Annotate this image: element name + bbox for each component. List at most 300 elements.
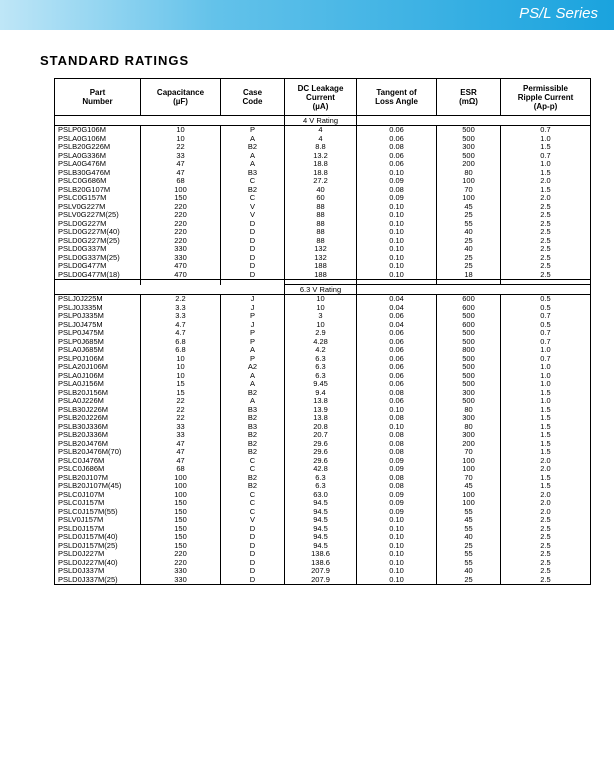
cell-tangent-loss: 0.09	[357, 457, 437, 466]
cell-dc-leakage: 13.8	[285, 397, 357, 406]
table-row	[55, 220, 591, 229]
cell-capacitance: 100	[141, 491, 221, 500]
cell-dc-leakage: 188	[285, 262, 357, 271]
cell-esr: 200	[437, 440, 501, 449]
cell-capacitance: 4.7	[141, 321, 221, 330]
cell-dc-leakage: 20.8	[285, 423, 357, 432]
cell-case-code: D	[221, 245, 285, 254]
cell-ripple-current: 2.0	[501, 194, 591, 203]
table-row	[55, 304, 591, 313]
table-row	[55, 533, 591, 542]
cell-ripple-current: 1.0	[501, 346, 591, 355]
column-header-tangent-loss: Tangent of Loss Angle	[357, 79, 437, 116]
cell-part-number: PSLD0J157M(25)	[55, 542, 141, 551]
cell-case-code: D	[221, 237, 285, 246]
table-row	[55, 542, 591, 551]
table-row	[55, 550, 591, 559]
cell-capacitance: 22	[141, 397, 221, 406]
cell-part-number: PSLC0J686M	[55, 465, 141, 474]
cell-tangent-loss: 0.08	[357, 448, 437, 457]
table-row	[55, 414, 591, 423]
cell-capacitance: 2.2	[141, 295, 221, 304]
cell-dc-leakage: 18.8	[285, 169, 357, 178]
cell-ripple-current: 2.5	[501, 245, 591, 254]
cell-capacitance: 330	[141, 576, 221, 585]
cell-capacitance: 150	[141, 533, 221, 542]
cell-part-number: PSLB20J476M	[55, 440, 141, 449]
cell-esr: 100	[437, 499, 501, 508]
cell-dc-leakage: 42.8	[285, 465, 357, 474]
cell-ripple-current: 0.7	[501, 338, 591, 347]
table-row	[55, 186, 591, 195]
cell-ripple-current: 0.5	[501, 321, 591, 330]
cell-part-number: PSLB20G107M	[55, 186, 141, 195]
cell-esr: 100	[437, 457, 501, 466]
cell-ripple-current: 2.5	[501, 254, 591, 263]
cell-dc-leakage: 10	[285, 304, 357, 313]
cell-case-code: V	[221, 211, 285, 220]
cell-ripple-current: 0.5	[501, 304, 591, 313]
table-row	[55, 245, 591, 254]
cell-case-code: C	[221, 491, 285, 500]
cell-ripple-current: 0.7	[501, 152, 591, 161]
cell-ripple-current: 2.5	[501, 271, 591, 280]
cell-esr: 500	[437, 152, 501, 161]
cell-esr: 70	[437, 186, 501, 195]
cell-dc-leakage: 94.5	[285, 533, 357, 542]
cell-ripple-current: 1.5	[501, 440, 591, 449]
cell-ripple-current: 0.7	[501, 329, 591, 338]
cell-ripple-current: 2.5	[501, 211, 591, 220]
cell-dc-leakage: 207.9	[285, 576, 357, 585]
column-header-case-code: Case Code	[221, 79, 285, 116]
cell-part-number: PSLD0G477M(18)	[55, 271, 141, 280]
cell-esr: 500	[437, 329, 501, 338]
cell-ripple-current: 1.0	[501, 380, 591, 389]
cell-case-code: C	[221, 499, 285, 508]
table-row	[55, 135, 591, 144]
cell-esr: 300	[437, 143, 501, 152]
cell-dc-leakage: 6.3	[285, 355, 357, 364]
cell-case-code: C	[221, 508, 285, 517]
cell-ripple-current: 1.5	[501, 431, 591, 440]
cell-dc-leakage: 88	[285, 228, 357, 237]
cell-esr: 40	[437, 228, 501, 237]
cell-ripple-current: 2.5	[501, 576, 591, 585]
cell-dc-leakage: 94.5	[285, 542, 357, 551]
table-header-row	[55, 79, 591, 116]
cell-esr: 55	[437, 550, 501, 559]
cell-capacitance: 10	[141, 372, 221, 381]
cell-ripple-current: 1.5	[501, 414, 591, 423]
cell-esr: 40	[437, 533, 501, 542]
cell-case-code: P	[221, 338, 285, 347]
cell-esr: 500	[437, 135, 501, 144]
cell-case-code: A	[221, 372, 285, 381]
cell-esr: 500	[437, 372, 501, 381]
table-row	[55, 576, 591, 585]
cell-case-code: C	[221, 465, 285, 474]
cell-tangent-loss: 0.06	[357, 126, 437, 135]
column-header-capacitance: Capacitance (µF)	[141, 79, 221, 116]
cell-ripple-current: 1.5	[501, 423, 591, 432]
cell-tangent-loss: 0.06	[357, 363, 437, 372]
cell-esr: 55	[437, 508, 501, 517]
table-row	[55, 457, 591, 466]
cell-dc-leakage: 88	[285, 211, 357, 220]
cell-dc-leakage: 9.45	[285, 380, 357, 389]
cell-tangent-loss: 0.10	[357, 169, 437, 178]
column-header-esr: ESR (mΩ)	[437, 79, 501, 116]
cell-part-number: PSLJ0J475M	[55, 321, 141, 330]
cell-part-number: PSLD0J157M(40)	[55, 533, 141, 542]
cell-capacitance: 100	[141, 482, 221, 491]
cell-capacitance: 33	[141, 431, 221, 440]
cell-capacitance: 220	[141, 237, 221, 246]
cell-case-code: C	[221, 194, 285, 203]
cell-capacitance: 220	[141, 220, 221, 229]
cell-tangent-loss: 0.10	[357, 542, 437, 551]
cell-tangent-loss: 0.09	[357, 491, 437, 500]
cell-ripple-current: 2.5	[501, 220, 591, 229]
table-row	[55, 160, 591, 169]
cell-tangent-loss: 0.04	[357, 295, 437, 304]
cell-case-code: C	[221, 177, 285, 186]
cell-tangent-loss: 0.06	[357, 355, 437, 364]
cell-tangent-loss: 0.06	[357, 329, 437, 338]
cell-part-number: PSLC0G686M	[55, 177, 141, 186]
cell-ripple-current: 2.0	[501, 491, 591, 500]
cell-esr: 55	[437, 525, 501, 534]
page-title: STANDARD RATINGS	[40, 53, 190, 68]
cell-part-number: PSLB20J476M(70)	[55, 448, 141, 457]
cell-dc-leakage: 10	[285, 295, 357, 304]
cell-part-number: PSLA0J106M	[55, 372, 141, 381]
cell-esr: 300	[437, 389, 501, 398]
cell-part-number: PSLC0J157M	[55, 499, 141, 508]
cell-esr: 40	[437, 567, 501, 576]
series-label: PS/L Series	[519, 5, 598, 22]
cell-capacitance: 47	[141, 448, 221, 457]
cell-ripple-current: 1.5	[501, 448, 591, 457]
cell-case-code: B3	[221, 406, 285, 415]
cell-capacitance: 47	[141, 440, 221, 449]
cell-tangent-loss: 0.06	[357, 346, 437, 355]
table-body	[55, 116, 591, 585]
cell-capacitance: 4.7	[141, 329, 221, 338]
cell-ripple-current: 2.0	[501, 465, 591, 474]
cell-tangent-loss: 0.10	[357, 559, 437, 568]
cell-capacitance: 100	[141, 186, 221, 195]
cell-case-code: D	[221, 559, 285, 568]
cell-esr: 40	[437, 245, 501, 254]
cell-part-number: PSLD0J227M(40)	[55, 559, 141, 568]
cell-case-code: B2	[221, 414, 285, 423]
cell-capacitance: 47	[141, 169, 221, 178]
cell-ripple-current: 1.5	[501, 389, 591, 398]
cell-ripple-current: 2.5	[501, 533, 591, 542]
cell-part-number: PSLC0G157M	[55, 194, 141, 203]
cell-case-code: B2	[221, 389, 285, 398]
cell-part-number: PSLB20J156M	[55, 389, 141, 398]
cell-ripple-current: 0.7	[501, 312, 591, 321]
table-row	[55, 465, 591, 474]
cell-tangent-loss: 0.08	[357, 389, 437, 398]
section-spacer	[357, 285, 591, 295]
cell-part-number: PSLP0G106M	[55, 126, 141, 135]
cell-part-number: PSLP0J685M	[55, 338, 141, 347]
cell-dc-leakage: 6.3	[285, 363, 357, 372]
cell-esr: 500	[437, 312, 501, 321]
cell-part-number: PSLB20J336M	[55, 431, 141, 440]
table-row	[55, 406, 591, 415]
cell-dc-leakage: 132	[285, 254, 357, 263]
cell-dc-leakage: 4	[285, 126, 357, 135]
cell-tangent-loss: 0.08	[357, 186, 437, 195]
cell-esr: 100	[437, 194, 501, 203]
cell-tangent-loss: 0.06	[357, 312, 437, 321]
cell-case-code: B2	[221, 186, 285, 195]
cell-ripple-current: 1.5	[501, 474, 591, 483]
cell-ripple-current: 2.0	[501, 508, 591, 517]
cell-esr: 100	[437, 465, 501, 474]
cell-part-number: PSLA0G476M	[55, 160, 141, 169]
section-spacer	[55, 116, 285, 126]
cell-dc-leakage: 20.7	[285, 431, 357, 440]
cell-case-code: D	[221, 525, 285, 534]
cell-capacitance: 6.8	[141, 338, 221, 347]
cell-tangent-loss: 0.08	[357, 431, 437, 440]
cell-esr: 80	[437, 169, 501, 178]
cell-ripple-current: 2.0	[501, 499, 591, 508]
cell-esr: 45	[437, 482, 501, 491]
cell-part-number: PSLD0G227M	[55, 220, 141, 229]
cell-dc-leakage: 29.6	[285, 457, 357, 466]
cell-case-code: P	[221, 355, 285, 364]
cell-dc-leakage: 6.3	[285, 372, 357, 381]
cell-part-number: PSLJ0J225M	[55, 295, 141, 304]
cell-ripple-current: 1.0	[501, 397, 591, 406]
cell-ripple-current: 1.0	[501, 363, 591, 372]
cell-case-code: P	[221, 329, 285, 338]
table-row	[55, 355, 591, 364]
column-header-part-number: Part Number	[55, 79, 141, 116]
cell-case-code: D	[221, 271, 285, 280]
table-row	[55, 321, 591, 330]
cell-ripple-current: 2.5	[501, 203, 591, 212]
cell-tangent-loss: 0.08	[357, 143, 437, 152]
table-row	[55, 211, 591, 220]
cell-case-code: D	[221, 550, 285, 559]
cell-dc-leakage: 13.9	[285, 406, 357, 415]
cell-tangent-loss: 0.06	[357, 152, 437, 161]
cell-dc-leakage: 94.5	[285, 525, 357, 534]
cell-tangent-loss: 0.10	[357, 516, 437, 525]
cell-esr: 25	[437, 254, 501, 263]
cell-dc-leakage: 138.6	[285, 550, 357, 559]
cell-tangent-loss: 0.10	[357, 525, 437, 534]
cell-capacitance: 150	[141, 194, 221, 203]
cell-tangent-loss: 0.08	[357, 474, 437, 483]
cell-esr: 70	[437, 448, 501, 457]
table-row	[55, 271, 591, 280]
table-row	[55, 228, 591, 237]
cell-tangent-loss: 0.10	[357, 254, 437, 263]
cell-case-code: D	[221, 542, 285, 551]
cell-esr: 25	[437, 237, 501, 246]
cell-capacitance: 22	[141, 143, 221, 152]
cell-tangent-loss: 0.10	[357, 423, 437, 432]
cell-case-code: D	[221, 228, 285, 237]
cell-dc-leakage: 63.0	[285, 491, 357, 500]
cell-tangent-loss: 0.10	[357, 406, 437, 415]
cell-tangent-loss: 0.10	[357, 271, 437, 280]
cell-tangent-loss: 0.06	[357, 338, 437, 347]
cell-tangent-loss: 0.10	[357, 203, 437, 212]
table-row	[55, 177, 591, 186]
cell-capacitance: 220	[141, 550, 221, 559]
cell-dc-leakage: 94.5	[285, 508, 357, 517]
cell-esr: 600	[437, 295, 501, 304]
cell-ripple-current: 2.5	[501, 559, 591, 568]
cell-case-code: B2	[221, 143, 285, 152]
cell-capacitance: 15	[141, 389, 221, 398]
cell-part-number: PSLC0J107M	[55, 491, 141, 500]
cell-tangent-loss: 0.10	[357, 237, 437, 246]
table-row	[55, 346, 591, 355]
cell-tangent-loss: 0.06	[357, 160, 437, 169]
cell-part-number: PSLP0J106M	[55, 355, 141, 364]
table-row	[55, 525, 591, 534]
cell-case-code: A	[221, 152, 285, 161]
cell-part-number: PSLB30G476M	[55, 169, 141, 178]
cell-capacitance: 33	[141, 152, 221, 161]
cell-ripple-current: 0.7	[501, 355, 591, 364]
cell-case-code: P	[221, 126, 285, 135]
cell-tangent-loss: 0.09	[357, 465, 437, 474]
cell-tangent-loss: 0.08	[357, 440, 437, 449]
cell-part-number: PSLD0G337M	[55, 245, 141, 254]
cell-case-code: A	[221, 160, 285, 169]
cell-dc-leakage: 60	[285, 194, 357, 203]
table-row	[55, 329, 591, 338]
cell-esr: 100	[437, 177, 501, 186]
cell-part-number: PSLB20J107M	[55, 474, 141, 483]
cell-dc-leakage: 40	[285, 186, 357, 195]
cell-case-code: A	[221, 346, 285, 355]
cell-part-number: PSLD0G337M(25)	[55, 254, 141, 263]
table-row	[55, 482, 591, 491]
cell-capacitance: 3.3	[141, 304, 221, 313]
cell-ripple-current: 2.0	[501, 457, 591, 466]
cell-capacitance: 10	[141, 135, 221, 144]
cell-capacitance: 220	[141, 211, 221, 220]
table-row	[55, 126, 591, 135]
cell-capacitance: 33	[141, 423, 221, 432]
cell-dc-leakage: 18.8	[285, 160, 357, 169]
cell-tangent-loss: 0.09	[357, 508, 437, 517]
cell-capacitance: 330	[141, 245, 221, 254]
table-row	[55, 262, 591, 271]
cell-ripple-current: 1.0	[501, 135, 591, 144]
cell-part-number: PSLA0J226M	[55, 397, 141, 406]
cell-part-number: PSLV0G227M(25)	[55, 211, 141, 220]
cell-part-number: PSLB20J107M(45)	[55, 482, 141, 491]
table-row	[55, 338, 591, 347]
cell-esr: 45	[437, 203, 501, 212]
cell-tangent-loss: 0.09	[357, 499, 437, 508]
table-row	[55, 516, 591, 525]
table-row	[55, 499, 591, 508]
cell-ripple-current: 1.0	[501, 372, 591, 381]
cell-capacitance: 150	[141, 525, 221, 534]
cell-case-code: V	[221, 516, 285, 525]
cell-dc-leakage: 29.6	[285, 448, 357, 457]
cell-ripple-current: 1.5	[501, 406, 591, 415]
cell-esr: 25	[437, 576, 501, 585]
cell-dc-leakage: 13.2	[285, 152, 357, 161]
cell-tangent-loss: 0.06	[357, 135, 437, 144]
cell-esr: 500	[437, 397, 501, 406]
cell-tangent-loss: 0.10	[357, 533, 437, 542]
cell-tangent-loss: 0.04	[357, 321, 437, 330]
cell-tangent-loss: 0.09	[357, 177, 437, 186]
cell-capacitance: 10	[141, 363, 221, 372]
cell-tangent-loss: 0.10	[357, 245, 437, 254]
cell-tangent-loss: 0.10	[357, 550, 437, 559]
cell-case-code: A	[221, 135, 285, 144]
cell-case-code: A	[221, 380, 285, 389]
cell-capacitance: 330	[141, 254, 221, 263]
table-row	[55, 254, 591, 263]
cell-part-number: PSLD0J337M	[55, 567, 141, 576]
cell-capacitance: 3.3	[141, 312, 221, 321]
cell-case-code: B3	[221, 423, 285, 432]
cell-capacitance: 150	[141, 542, 221, 551]
cell-esr: 80	[437, 406, 501, 415]
cell-tangent-loss: 0.06	[357, 380, 437, 389]
cell-tangent-loss: 0.09	[357, 194, 437, 203]
cell-dc-leakage: 88	[285, 203, 357, 212]
cell-capacitance: 22	[141, 414, 221, 423]
column-header-dc-leakage: DC Leakage Current (µA)	[285, 79, 357, 116]
cell-case-code: B2	[221, 482, 285, 491]
cell-tangent-loss: 0.06	[357, 397, 437, 406]
cell-part-number: PSLV0G227M	[55, 203, 141, 212]
cell-ripple-current: 0.7	[501, 126, 591, 135]
cell-part-number: PSLD0G477M	[55, 262, 141, 271]
cell-case-code: C	[221, 457, 285, 466]
cell-part-number: PSLD0J157M	[55, 525, 141, 534]
cell-esr: 55	[437, 559, 501, 568]
cell-case-code: A2	[221, 363, 285, 372]
cell-dc-leakage: 188	[285, 271, 357, 280]
cell-capacitance: 220	[141, 203, 221, 212]
cell-ripple-current: 1.5	[501, 186, 591, 195]
cell-dc-leakage: 94.5	[285, 516, 357, 525]
table-row	[55, 380, 591, 389]
table-row	[55, 295, 591, 304]
table-row	[55, 474, 591, 483]
table-row	[55, 194, 591, 203]
cell-part-number: PSLD0J337M(25)	[55, 576, 141, 585]
cell-capacitance: 220	[141, 228, 221, 237]
cell-part-number: PSLJ0J335M	[55, 304, 141, 313]
cell-case-code: B2	[221, 431, 285, 440]
cell-capacitance: 10	[141, 126, 221, 135]
cell-capacitance: 470	[141, 271, 221, 280]
cell-part-number: PSLD0J227M	[55, 550, 141, 559]
